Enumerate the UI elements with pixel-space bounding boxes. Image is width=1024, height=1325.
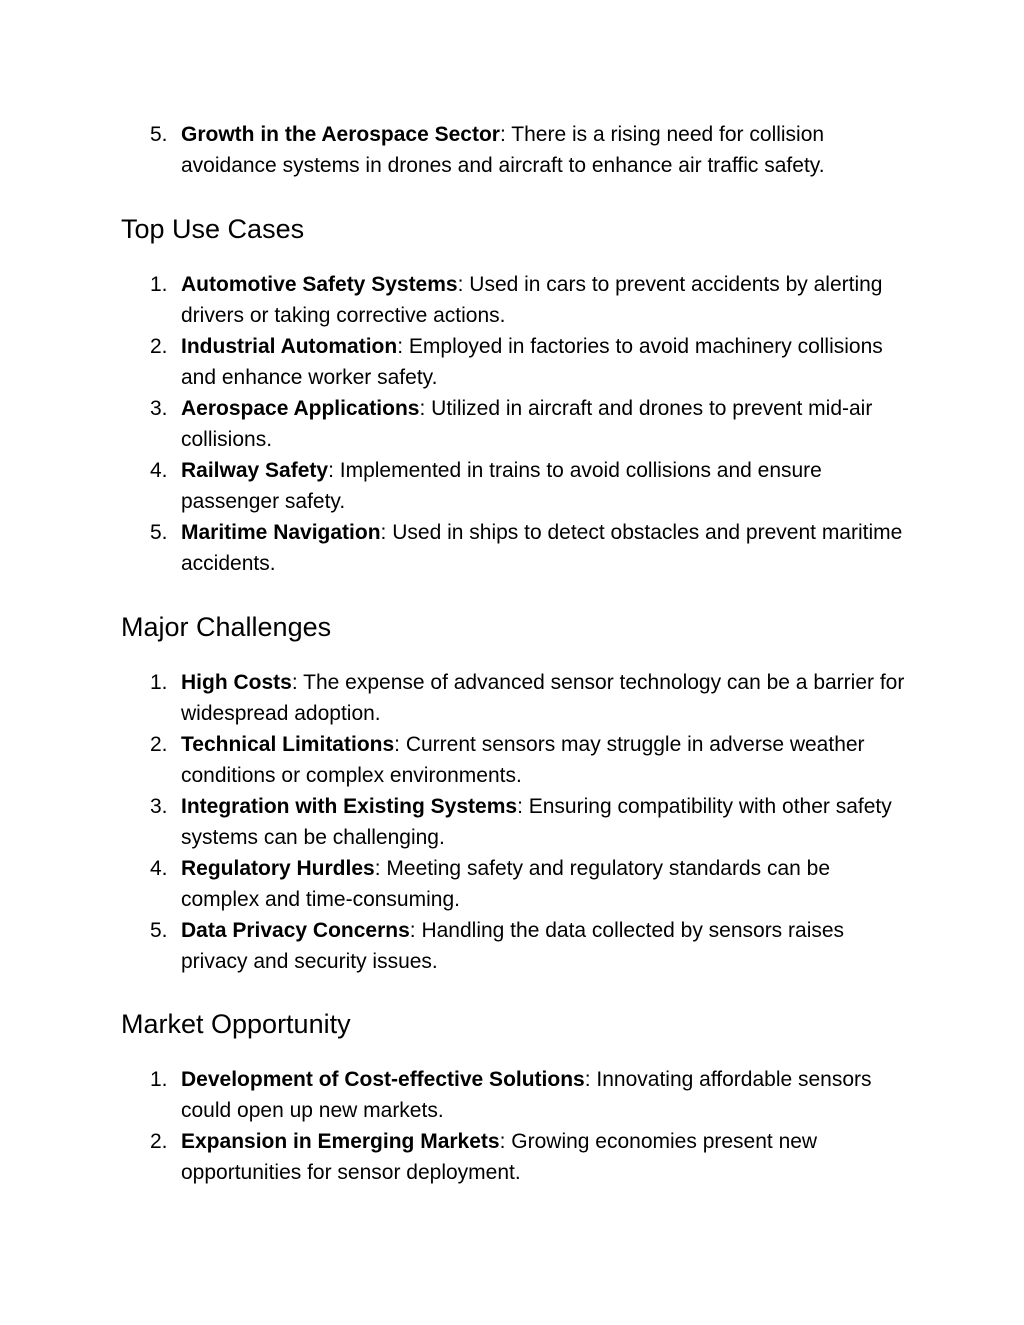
list-item-term: Automotive Safety Systems xyxy=(181,273,458,296)
list-item-number: 2. xyxy=(150,335,168,358)
list-item xyxy=(0,853,911,915)
list-item xyxy=(0,1126,911,1188)
section-heading-top-use-cases: Top Use Cases xyxy=(121,214,305,244)
list-item-number: 5. xyxy=(150,521,168,544)
section-heading-major-challenges: Major Challenges xyxy=(121,612,332,642)
list-item-description: Used in ships to detect obstacles and prevent maritime accidents. xyxy=(181,521,903,575)
list-item-description: Innovating affordable sensors could open up new markets. xyxy=(181,1068,872,1122)
list-item-separator: : xyxy=(374,857,381,880)
list-item-term: Expansion in Emerging Markets xyxy=(181,1130,500,1153)
list-item xyxy=(0,119,911,181)
list-item xyxy=(0,455,911,517)
list-item-separator: : xyxy=(328,459,334,482)
list-item-description: Employed in factories to avoid machinery collisions and enhance worker safety. xyxy=(181,335,883,389)
list-item-number: 3. xyxy=(150,397,168,420)
list-item-separator: : xyxy=(419,397,426,420)
list-item-separator: : xyxy=(397,335,404,358)
list-item-number: 1. xyxy=(150,1068,168,1091)
market-opportunity-list xyxy=(0,1064,1024,1188)
list-item-description: Current sensors may struggle in adverse weather conditions or complex environments. xyxy=(181,733,865,787)
list-item-description: Used in cars to prevent accidents by alerting drivers or taking corrective actions. xyxy=(181,273,883,327)
list-item-term: Aerospace Applications xyxy=(181,397,420,420)
list-item-number: 1. xyxy=(150,671,168,694)
list-item-separator: : xyxy=(291,671,298,694)
list-item xyxy=(0,791,911,853)
list-item-description: Growing economies present new opportunities for sensor deployment. xyxy=(181,1130,818,1184)
list-item-number: 4. xyxy=(150,857,168,880)
list-item-term: Integration with Existing Systems xyxy=(181,795,518,818)
list-item-number: 4. xyxy=(150,459,168,482)
list-item-description: Ensuring compatibility with other safety systems can be challenging. xyxy=(181,795,892,849)
list-item-term: Development of Cost-effective Solutions xyxy=(181,1068,585,1091)
list-item xyxy=(0,517,911,579)
list-item xyxy=(0,729,911,791)
list-item-separator: : xyxy=(517,795,523,818)
list-item-number: 5. xyxy=(150,123,168,146)
list-item-description: Implemented in trains to avoid collisions and ensure passenger safety. xyxy=(181,459,822,513)
list-item-separator: : xyxy=(584,1068,591,1091)
list-item xyxy=(0,915,911,977)
list-item xyxy=(0,393,911,455)
list-item-separator: : xyxy=(380,521,387,544)
list-item-separator: : xyxy=(409,919,416,942)
list-item-number: 1. xyxy=(150,273,168,296)
list-item-number: 3. xyxy=(150,795,168,818)
list-item-term: Industrial Automation xyxy=(181,335,398,358)
list-item-term: Maritime Navigation xyxy=(181,521,381,544)
list-item-term: Railway Safety xyxy=(181,459,329,482)
list-item-separator: : xyxy=(499,1130,506,1153)
list-item-term: High Costs xyxy=(181,671,292,694)
list-item-number: 2. xyxy=(150,733,168,756)
list-item-separator: : xyxy=(457,273,464,296)
list-item-description: Utilized in aircraft and drones to prevent mid-air collisions. xyxy=(181,397,873,451)
list-item xyxy=(0,667,911,729)
major-challenges-list xyxy=(0,667,1024,977)
list-item-term: Data Privacy Concerns xyxy=(181,919,410,942)
list-item xyxy=(0,269,911,331)
list-item-number: 2. xyxy=(150,1130,168,1153)
top-use-cases-list xyxy=(0,269,1024,579)
list-item xyxy=(0,331,911,393)
list-item-description: Meeting safety and regulatory standards can be complex and time-consuming. xyxy=(181,857,831,911)
intro-list xyxy=(0,119,1024,181)
list-item-term: Growth in the Aerospace Sector xyxy=(181,123,500,146)
list-item xyxy=(0,1064,911,1126)
list-item-description: The expense of advanced sensor technology can be a barrier for widespread adoption. xyxy=(181,671,905,725)
list-item-description: Handling the data collected by sensors raises privacy and security issues. xyxy=(181,919,845,973)
list-item-number: 5. xyxy=(150,919,168,942)
list-item-separator: : xyxy=(499,123,506,146)
section-heading-market-opportunity: Market Opportunity xyxy=(121,1009,351,1039)
list-item-term: Regulatory Hurdles xyxy=(181,857,375,880)
list-item-term: Technical Limitations xyxy=(181,733,395,756)
list-item-description: There is a rising need for collision avoidance systems in drones and aircraft to enhance air traffic safety. xyxy=(181,123,825,177)
list-item-separator: : xyxy=(394,733,400,756)
